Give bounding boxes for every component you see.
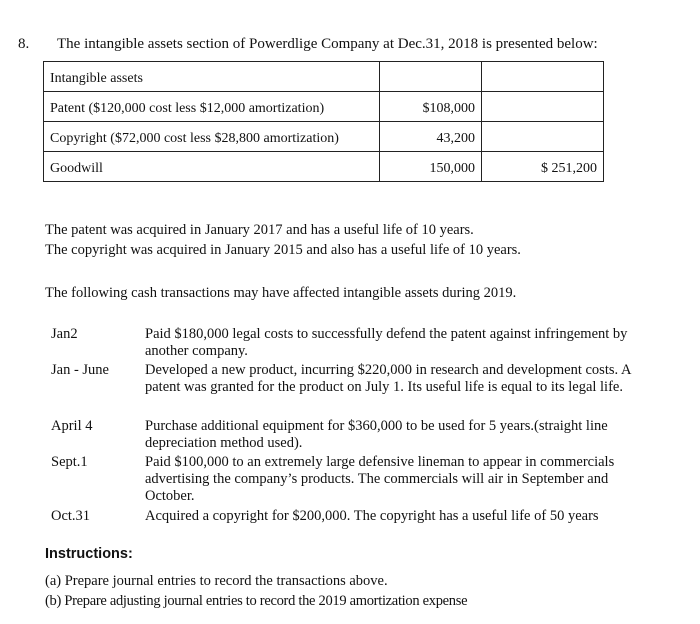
row-total bbox=[482, 92, 604, 122]
table-row bbox=[44, 152, 604, 182]
transaction-date: Jan - June bbox=[51, 362, 109, 378]
copyright-note: The copyright was acquired in January 2015 and also has a useful life of 10 years. bbox=[45, 242, 521, 258]
table-row bbox=[44, 62, 604, 92]
row-label: Intangible assets bbox=[44, 62, 380, 92]
patent-note: The patent was acquired in January 2017 and has a useful life of 10 years. bbox=[45, 222, 474, 238]
transaction-description: Acquired a copyright for $200,000. The copyright has a useful life of 50 years bbox=[145, 508, 599, 524]
row-label: Goodwill bbox=[44, 152, 380, 182]
instruction-a: (a) Prepare journal entries to record the transactions above. bbox=[45, 573, 388, 589]
row-amount bbox=[380, 62, 482, 92]
row-amount: 150,000 bbox=[380, 152, 482, 182]
transaction-description: Paid $100,000 to an extremely large defensive lineman to appear in commercials advertising the company’s products. The commercials will air in September and October. bbox=[145, 454, 615, 504]
instruction-b: (b) Prepare adjusting journal entries to record the 2019 amortization expense bbox=[45, 593, 468, 609]
transaction-description: Purchase additional equipment for $360,000 to be used for 5 years.(straight line depreciation method used). bbox=[145, 418, 608, 451]
row-label: Copyright ($72,000 cost less $28,800 amortization) bbox=[44, 122, 380, 152]
row-label: Patent ($120,000 cost less $12,000 amortization) bbox=[44, 92, 380, 122]
row-total bbox=[482, 62, 604, 92]
transaction-date: April 4 bbox=[51, 418, 93, 434]
row-amount: 43,200 bbox=[380, 122, 482, 152]
question-title: The intangible assets section of Powerdlige Company at Dec.31, 2018 is presented below: bbox=[57, 36, 598, 52]
transaction-date: Sept.1 bbox=[51, 454, 88, 470]
transaction-description: Paid $180,000 legal costs to successfully defend the patent against infringement by another company. bbox=[145, 326, 628, 359]
table-row bbox=[44, 122, 604, 152]
transaction-date: Jan2 bbox=[51, 326, 78, 342]
intangible-assets-table bbox=[43, 61, 604, 182]
row-total bbox=[482, 122, 604, 152]
row-total: $ 251,200 bbox=[482, 152, 604, 182]
instructions-heading: Instructions: bbox=[45, 546, 133, 562]
transaction-date: Oct.31 bbox=[51, 508, 91, 524]
transactions-intro: The following cash transactions may have affected intangible assets during 2019. bbox=[45, 285, 517, 301]
question-number: 8. bbox=[18, 36, 30, 52]
table-row bbox=[44, 92, 604, 122]
transaction-description: Developed a new product, incurring $220,000 in research and development costs. A patent was granted for the product on July 1. Its useful life is equal to its legal life. bbox=[145, 362, 631, 395]
row-amount: $108,000 bbox=[380, 92, 482, 122]
